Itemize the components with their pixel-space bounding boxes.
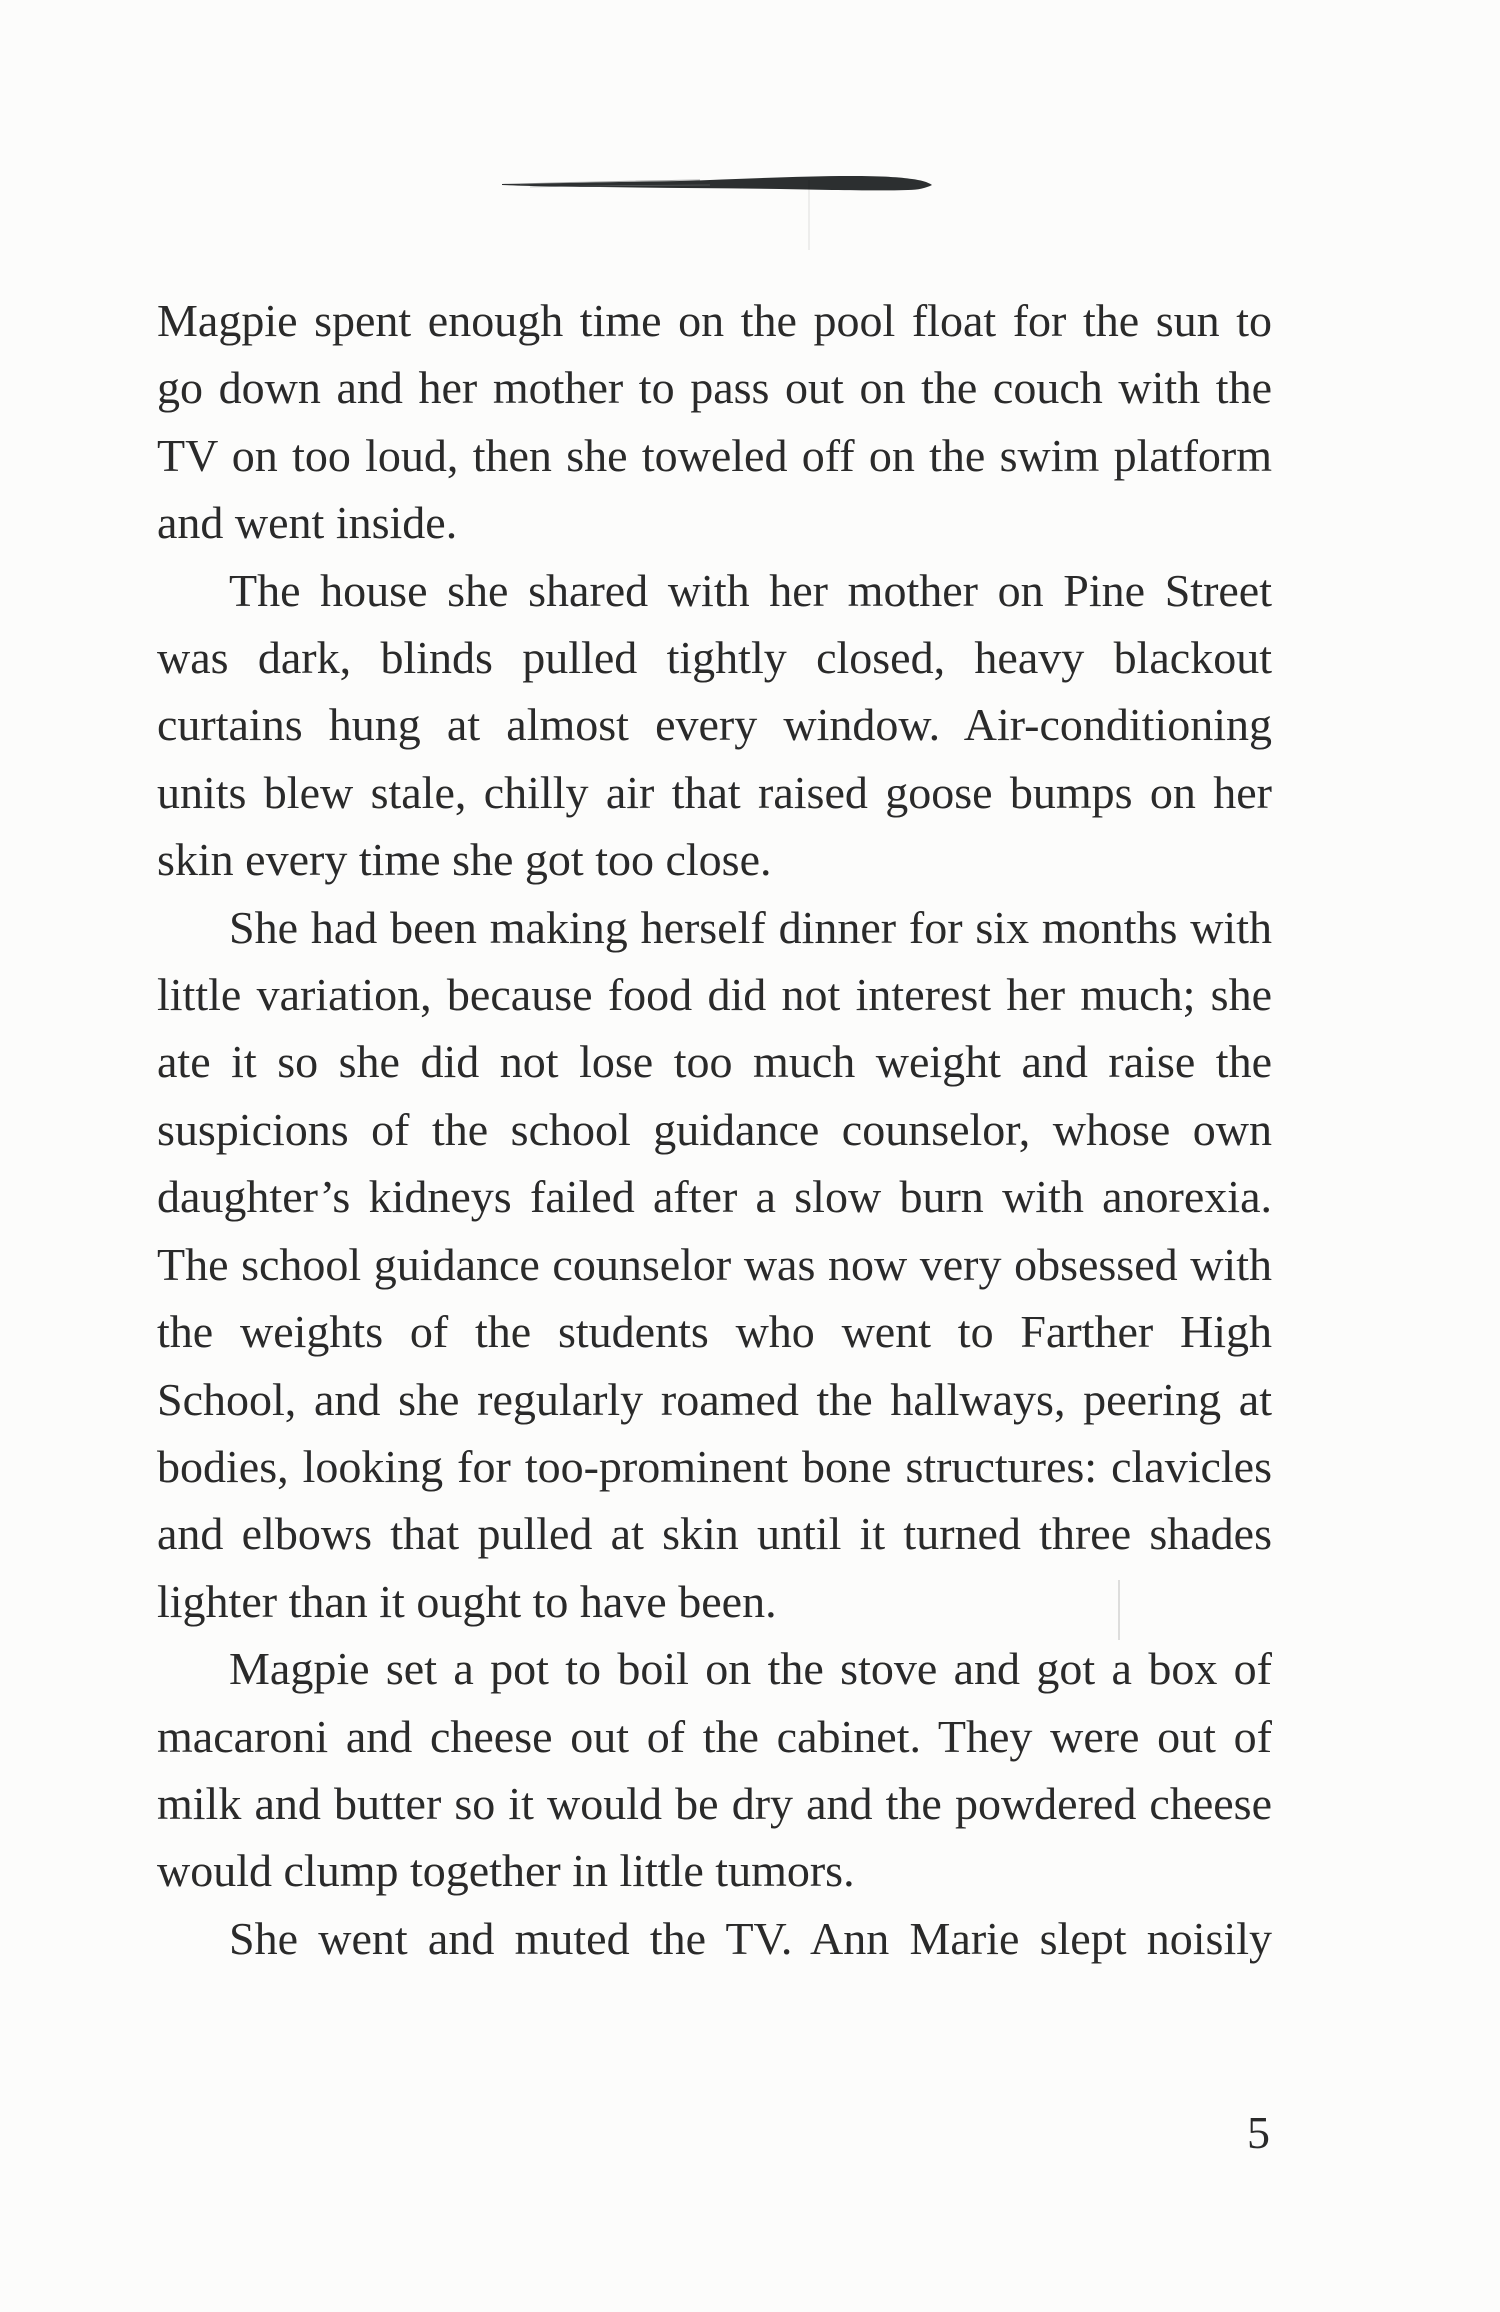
section-divider-brush-stroke [500,168,940,198]
scan-artifact-line [808,180,810,250]
body-text [157,287,1272,1972]
paragraph: She had been making herself dinner for six months with little variation, because food did not interest her much; she ate it so she did not lose too much weight and raise the suspicions of the school guidance counselor, whose own daughter’s kidneys failed after a slow burn with anorexia. The school guidance counselor was now very obsessed with the weights of the students who went to Farther High School, and she regularly roamed the hallways, peering at bodies, looking for too-prominent bone structures: clavicles and elbows that pulled at skin until it turned three shades lighter than it ought to have been. [157,901,1272,1627]
page-number: 5 [1247,2107,1270,2158]
paragraph: Magpie spent enough time on the pool float for the sun to go down and her mother to pass out on the couch with the TV on too loud, then she toweled off on the swim platform and went inside. [157,295,1272,549]
paragraph: The house she shared with her mother on Pine Street was dark, blinds pulled tightly closed, heavy blackout curtains hung at almost every window. Air-conditioning units blew stale, chilly air that raised goose bumps on her skin every time she got too close. [157,564,1272,886]
paragraph: Magpie set a pot to boil on the stove and got a box of macaroni and cheese out of the cabinet. They were out of milk and butter so it would be dry and the powdered cheese would clump together in little tumors. [157,1643,1272,1897]
paragraph: She went and muted the TV. Ann Marie slept noisily [229,1912,1272,1964]
